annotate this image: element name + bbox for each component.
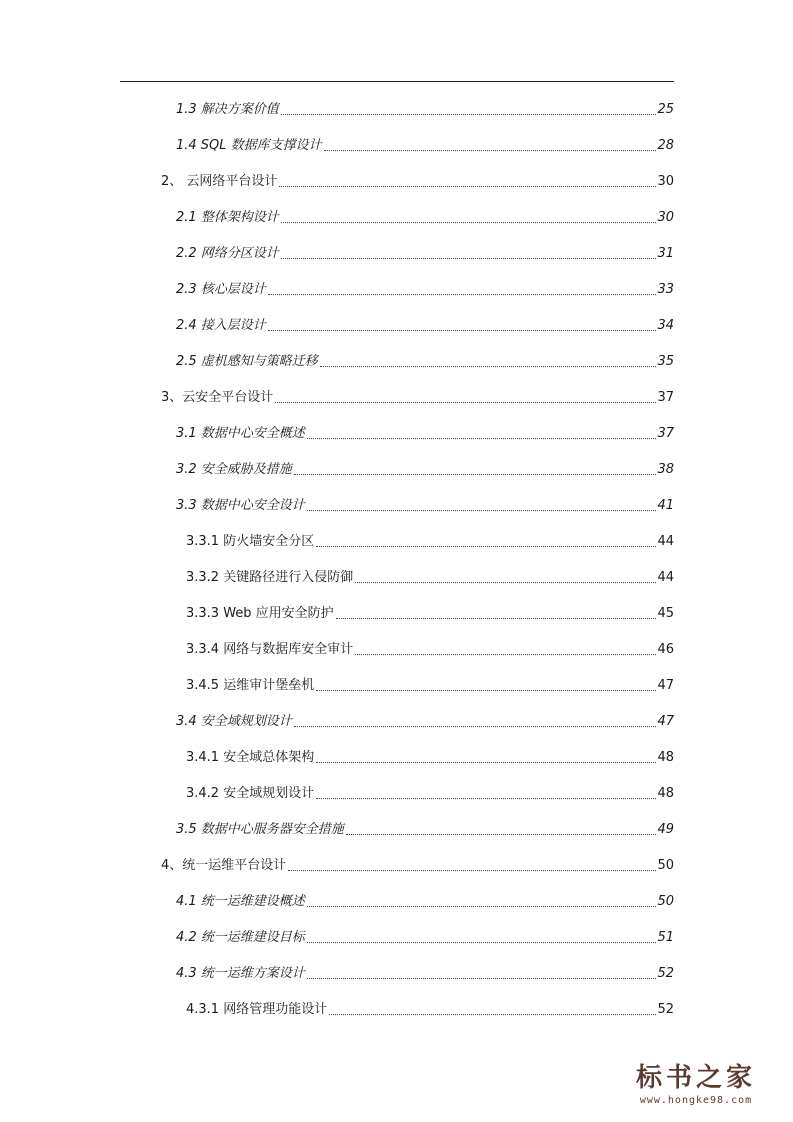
toc-dot-leader — [316, 798, 656, 799]
toc-entry[interactable] — [176, 278, 674, 298]
toc-dot-leader — [279, 186, 656, 187]
toc-entry-page: 33 — [657, 282, 674, 297]
toc-entry[interactable] — [161, 386, 674, 406]
toc-entry-page: 44 — [657, 534, 674, 549]
toc-entry[interactable] — [176, 962, 674, 982]
toc-entry-title: 3.5 数据中心服务器安全措施 — [176, 822, 344, 837]
toc-entry-page: 47 — [657, 714, 674, 729]
toc-entry[interactable] — [186, 602, 674, 622]
toc-dot-leader — [307, 978, 657, 979]
toc-dot-leader — [307, 438, 657, 439]
toc-entry-title: 4.3.1 网络管理功能设计 — [186, 1002, 328, 1017]
toc-entry-page: 31 — [657, 246, 674, 261]
toc-entry-title: 3.4.1 安全域总体架构 — [186, 750, 315, 765]
toc-entry[interactable] — [186, 566, 674, 586]
toc-entry-page: 49 — [657, 822, 674, 837]
toc-entry[interactable] — [176, 890, 674, 910]
toc-dot-leader — [307, 906, 657, 907]
watermark-logo — [621, 1062, 771, 1108]
toc-dot-leader — [275, 402, 656, 403]
toc-entry[interactable] — [176, 710, 674, 730]
toc-dot-leader — [307, 510, 657, 511]
toc-entry-page: 30 — [657, 174, 674, 189]
toc-dot-leader — [281, 222, 657, 223]
toc-entry-title: 2、 云网络平台设计 — [161, 174, 278, 189]
toc-dot-leader — [346, 834, 657, 835]
toc-entry-title: 3.3 数据中心安全设计 — [176, 498, 305, 513]
toc-dot-leader — [294, 474, 657, 475]
toc-dot-leader — [316, 690, 656, 691]
toc-entry[interactable] — [161, 854, 674, 874]
toc-entry[interactable] — [186, 530, 674, 550]
toc-dot-leader — [355, 582, 656, 583]
toc-entry-page: 50 — [657, 894, 674, 909]
toc-entry-page: 52 — [657, 1002, 674, 1017]
toc-entry-title: 3.4.2 安全域规划设计 — [186, 786, 315, 801]
toc-dot-leader — [320, 366, 657, 367]
toc-entry[interactable] — [186, 998, 674, 1018]
toc-entry-title: 2.2 网络分区设计 — [176, 246, 279, 261]
toc-dot-leader — [316, 546, 656, 547]
toc-entry-page: 52 — [657, 966, 674, 981]
toc-dot-leader — [355, 654, 656, 655]
toc-entry[interactable] — [176, 314, 674, 334]
toc-entry[interactable] — [176, 458, 674, 478]
toc-entry-page: 47 — [657, 678, 674, 693]
toc-entry[interactable] — [186, 674, 674, 694]
toc-entry-page: 50 — [657, 858, 674, 873]
toc-dot-leader — [294, 726, 657, 727]
toc-entry-title: 3.2 安全威胁及措施 — [176, 462, 292, 477]
toc-dot-leader — [268, 330, 657, 331]
toc-entry-page: 51 — [657, 930, 674, 945]
toc-entry-title: 4.1 统一运维建设概述 — [176, 894, 305, 909]
toc-entry-title: 4.2 统一运维建设目标 — [176, 930, 305, 945]
toc-entry-title: 1.4 SQL 数据库支撑设计 — [176, 138, 322, 153]
toc-entry[interactable] — [176, 134, 674, 154]
toc-entry-title: 4.3 统一运维方案设计 — [176, 966, 305, 981]
toc-entry-page: 25 — [657, 102, 674, 117]
toc-dot-leader — [307, 942, 657, 943]
toc-entry-title: 2.1 整体架构设计 — [176, 210, 279, 225]
toc-entry-title: 3.3.2 关键路径进行入侵防御 — [186, 570, 354, 585]
toc-entry-page: 48 — [657, 750, 674, 765]
toc-dot-leader — [288, 870, 656, 871]
toc-entry-page: 35 — [657, 354, 674, 369]
toc-dot-leader — [281, 258, 657, 259]
toc-entry-page: 28 — [657, 138, 674, 153]
toc-entry-page: 48 — [657, 786, 674, 801]
toc-entry-page: 41 — [657, 498, 674, 513]
toc-entry-title: 2.5 虚机感知与策略迁移 — [176, 354, 318, 369]
toc-entry-page: 45 — [657, 606, 674, 621]
toc-entry-title: 4、统一运维平台设计 — [161, 858, 287, 873]
toc-entry[interactable] — [176, 422, 674, 442]
watermark-brand: 标书之家 — [635, 1063, 756, 1093]
toc-entry[interactable] — [176, 818, 674, 838]
toc-entry-title: 3.3.3 Web 应用安全防护 — [186, 606, 334, 621]
toc-entry[interactable] — [176, 98, 674, 118]
toc-entry-title: 2.4 接入层设计 — [176, 318, 266, 333]
toc-entry-title: 3.4 安全域规划设计 — [176, 714, 292, 729]
toc-dot-leader — [336, 618, 657, 619]
toc-entry-page: 30 — [657, 210, 674, 225]
toc-entry[interactable] — [176, 926, 674, 946]
toc-entry[interactable] — [176, 494, 674, 514]
toc-entry-page: 38 — [657, 462, 674, 477]
toc-entry-page: 44 — [657, 570, 674, 585]
toc-entry-page: 37 — [657, 390, 674, 405]
toc-dot-leader — [329, 1014, 656, 1015]
toc-entry-title: 3、云安全平台设计 — [161, 390, 274, 405]
toc-entry[interactable] — [161, 170, 674, 190]
toc-entry[interactable] — [186, 638, 674, 658]
toc-dot-leader — [324, 150, 657, 151]
toc-entry-title: 3.3.1 防火墙安全分区 — [186, 534, 315, 549]
toc-entry-title: 2.3 核心层设计 — [176, 282, 266, 297]
toc-entry[interactable] — [186, 782, 674, 802]
toc-entry[interactable] — [186, 746, 674, 766]
toc-entry[interactable] — [176, 350, 674, 370]
watermark-url: www.hongke98.com — [639, 1095, 753, 1106]
toc-entry[interactable] — [176, 206, 674, 226]
toc-entry-title: 3.4.5 运维审计堡垒机 — [186, 678, 315, 693]
toc-entry-page: 37 — [657, 426, 674, 441]
toc-entry[interactable] — [176, 242, 674, 262]
toc-entry-title: 3.1 数据中心安全概述 — [176, 426, 305, 441]
toc-dot-leader — [268, 294, 657, 295]
toc-entry-page: 46 — [657, 642, 674, 657]
toc-entry-page: 34 — [657, 318, 674, 333]
toc-dot-leader — [281, 114, 657, 115]
toc-entry-title: 3.3.4 网络与数据库安全审计 — [186, 642, 354, 657]
toc-entry-title: 1.3 解决方案价值 — [176, 102, 279, 117]
toc-dot-leader — [316, 762, 656, 763]
